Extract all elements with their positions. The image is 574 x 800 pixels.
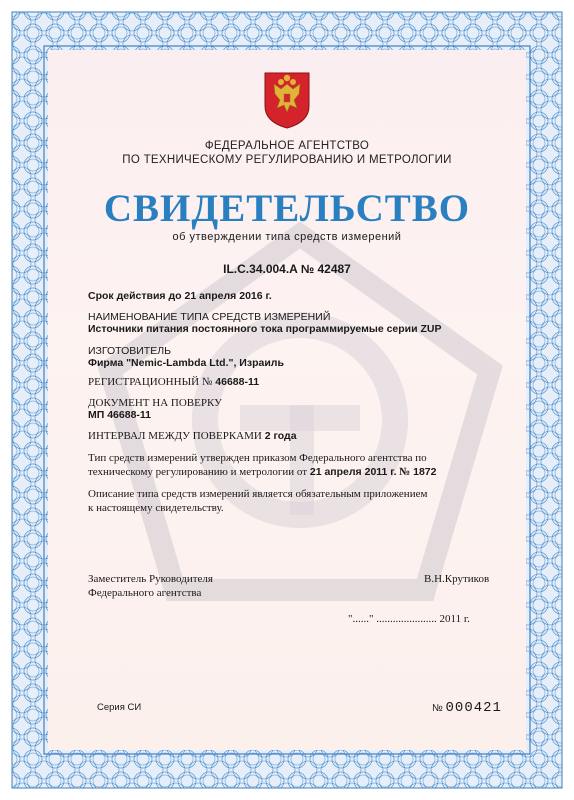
description-paragraph — [88, 488, 496, 515]
series-no-value: 000421 — [445, 700, 502, 716]
agency-name-line1: ФЕДЕРАЛЬНОЕ АГЕНТСТВО — [204, 140, 370, 152]
validity-row — [88, 290, 272, 302]
certificate-no-value: 42487 — [317, 262, 351, 276]
interval-value: 2 года — [264, 430, 297, 442]
instrument-name-value: Источники питания постоянного тока программируемые серии ZUP — [88, 323, 442, 335]
rostest-pentagon-watermark-icon — [90, 220, 510, 610]
certificate-number — [0, 262, 574, 276]
verification-doc-value: МП 46688-11 — [88, 409, 152, 421]
series-number — [432, 700, 502, 716]
description-line1: Описание типа средств измерений является обязательным приложением — [88, 488, 428, 500]
manufacturer-value: Фирма "Nemic-Lambda Ltd.", Израиль — [88, 357, 284, 369]
certificate-title: СВИДЕТЕЛЬСТВО — [103, 187, 471, 230]
manufacturer-label: ИЗГОТОВИТЕЛЬ — [88, 345, 172, 357]
approval-paragraph — [88, 452, 496, 479]
agency-name-line2: ПО ТЕХНИЧЕСКОМУ РЕГУЛИРОВАНИЮ И МЕТРОЛОГИИ — [122, 154, 452, 166]
approval-line2-text: техническому регулированию и метрологии от — [88, 465, 308, 478]
instrument-name-label: НАИМЕНОВАНИЕ ТИПА СРЕДСТВ ИЗМЕРЕНИЙ — [88, 311, 331, 323]
approval-order-number: 1872 — [413, 465, 437, 478]
series-no-label: № — [432, 703, 443, 714]
series-label: Серия СИ — [97, 702, 142, 713]
certificate-code: IL.C.34.004.A — [223, 262, 298, 276]
russian-coat-of-arms-icon — [262, 70, 312, 130]
description-line2: к настоящему свидетельству. — [88, 501, 224, 514]
certificate-no-label: № — [300, 262, 315, 276]
interval-label: ИНТЕРВАЛ МЕЖДУ ПОВЕРКАМИ — [88, 430, 262, 442]
validity-label: Срок действия до — [88, 290, 182, 302]
certificate-subtitle: об утверждении типа средств измерений — [172, 231, 402, 243]
signatory-position-line2: Федерального агентства — [88, 587, 202, 599]
registration-label: РЕГИСТРАЦИОННЫЙ № — [88, 376, 213, 388]
signatory-position-line1: Заместитель Руководителя — [88, 573, 213, 585]
registration-value: 46688-11 — [215, 376, 260, 388]
signature-date-line: "......" ...................... 2011 г. — [348, 613, 470, 625]
validity-value: 21 апреля 2016 г. — [184, 290, 272, 302]
signatory-name: В.Н.Крутиков — [424, 573, 490, 585]
approval-line1: Тип средств измерений утвержден приказом Федерального агентства по — [88, 452, 427, 464]
approval-line2 — [88, 466, 496, 480]
approval-date: 21 апреля 2011 г. — [309, 465, 397, 478]
verification-doc-label: ДОКУМЕНТ НА ПОВЕРКУ — [88, 397, 222, 409]
registration-row — [88, 376, 259, 388]
approval-no-label: № — [399, 465, 411, 478]
interval-row — [88, 430, 297, 442]
